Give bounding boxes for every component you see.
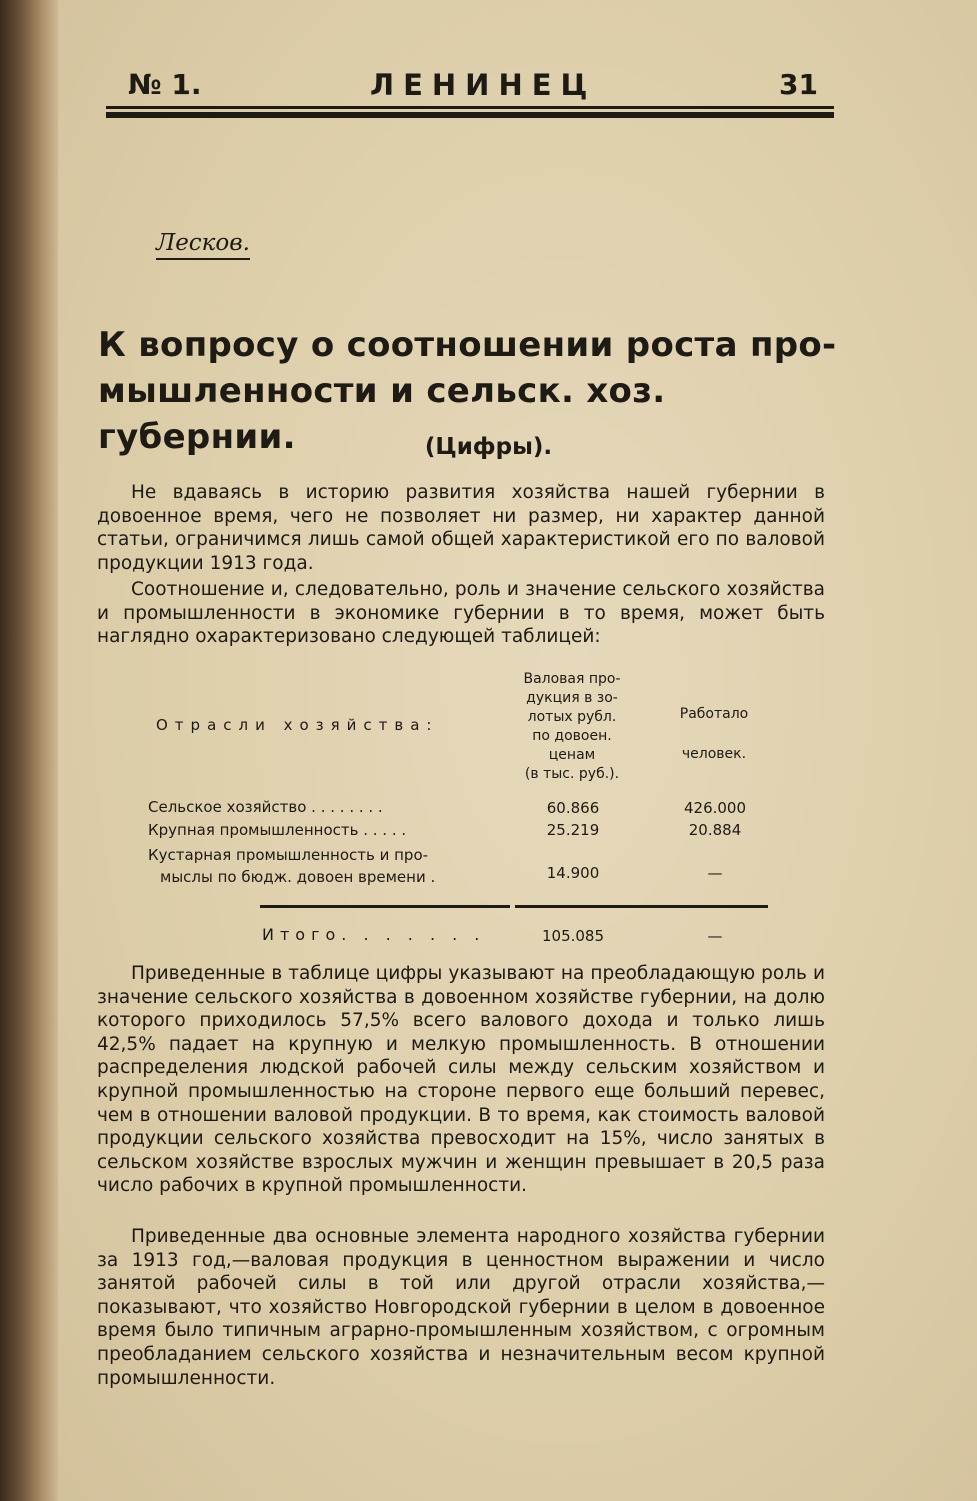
article-subtitle: (Цифры). (424, 434, 553, 460)
paragraph-intro: Не вдаваясь в историю развития хозяйства нашей губернии в довоенное время, чего не позволяет ни размер, ни характер данной статьи, ограничимся лишь самой общей характеристикой его по валовой продукции 1913 года. (97, 482, 825, 574)
table-total-workers: — (707, 927, 723, 945)
table-row-agriculture-workers: 426.000 (683, 799, 747, 817)
table-header-output-line: (в тыс. руб.). (524, 766, 620, 782)
masthead: ЛЕНИНЕЦ (370, 68, 597, 102)
table-header-workers-line: Работало (679, 706, 749, 722)
paragraph-analysis: Приведенные в таблице цифры указывают на преобладающую роль и значение сельского хозяйства в довоенном хозяйстве губернии, на долю которого приходилось 57,5% всего валового дохода и только лишь 42,5% падает на крупную и мелкую промышленность. В отношении распределения людской рабочей силы между сельским хозяйством и крупной промышленностью на стороне первого еще больший перевес, чем в отношении валовой продукции. В то время, как стоимость валовой продукции сельского хозяйства превосходит на 15%, число занятых в сельском хозяйстве взрослых мужчин и женщин превышает в 20,5 раза число рабочих в крупной промышленности. (97, 963, 825, 1197)
table-row-crafts-label-line-2: мыслы по бюдж. довоен времени . (160, 868, 436, 886)
title-line-2: мышленности и сельск. хоз. губернии. (98, 371, 666, 457)
table-row-crafts-label-line-1: Кустарная промышленность и про- (148, 846, 429, 864)
table-row-industry-label: Крупная промышленность . . . . . (148, 821, 407, 839)
table-row-industry-workers: 20.884 (688, 821, 742, 839)
header-rule-thick (106, 112, 834, 118)
author-name: Лесков. (156, 230, 250, 260)
table-row-agriculture-output: 60.866 (546, 799, 600, 817)
running-header (128, 66, 818, 106)
table-total-output: 105.085 (541, 927, 605, 945)
table-header-output-line: дукция в зо- (526, 690, 618, 706)
table-total-label: Итого. . . . . . . (262, 925, 486, 944)
book-spine-shadow (0, 0, 58, 1501)
table-row-agriculture-label: Сельское хозяйство . . . . . . . . (148, 798, 383, 816)
paragraph-table-intro: Соотношение и, следовательно, роль и значение сельского хозяйства и промышленности в экономике губернии в то время, может быть наглядно охарактеризовано следующей таблицей: (97, 579, 825, 648)
table-header-output-line: по довоен. (532, 728, 612, 744)
table-row-crafts-workers: — (707, 864, 723, 882)
header-rule-thin (106, 106, 834, 109)
table-row-industry-output: 25.219 (546, 821, 600, 839)
table-header-output-line: ценам (548, 747, 596, 763)
table-header-workers-line: человек. (681, 746, 747, 762)
paragraph-conclusion: Приведенные два основные элемента народного хозяйства губернии за 1913 год,—валовая продукция в ценностном выражении и число занятой рабочей силы в той или другой отрасли хозяйства,—показывают, что хозяйство Новгородской губернии в целом в довоенное время было типичным аграрно-промышленным хозяйством, с огромным преобладанием сельского хозяйства и незначительным весом крупной промышленности. (97, 1226, 825, 1389)
table-header-output-line: лотых рубл. (527, 709, 617, 725)
table-row-crafts-output: 14.900 (546, 864, 600, 882)
title-line-1: К вопросу о соотношении роста про- (98, 325, 837, 365)
page-number: 31 (779, 68, 818, 101)
table-header-sectors: Отрасли хозяйства: (156, 716, 439, 734)
table-header-output-line: Валовая про- (523, 671, 621, 687)
issue-number: № 1. (128, 68, 202, 101)
